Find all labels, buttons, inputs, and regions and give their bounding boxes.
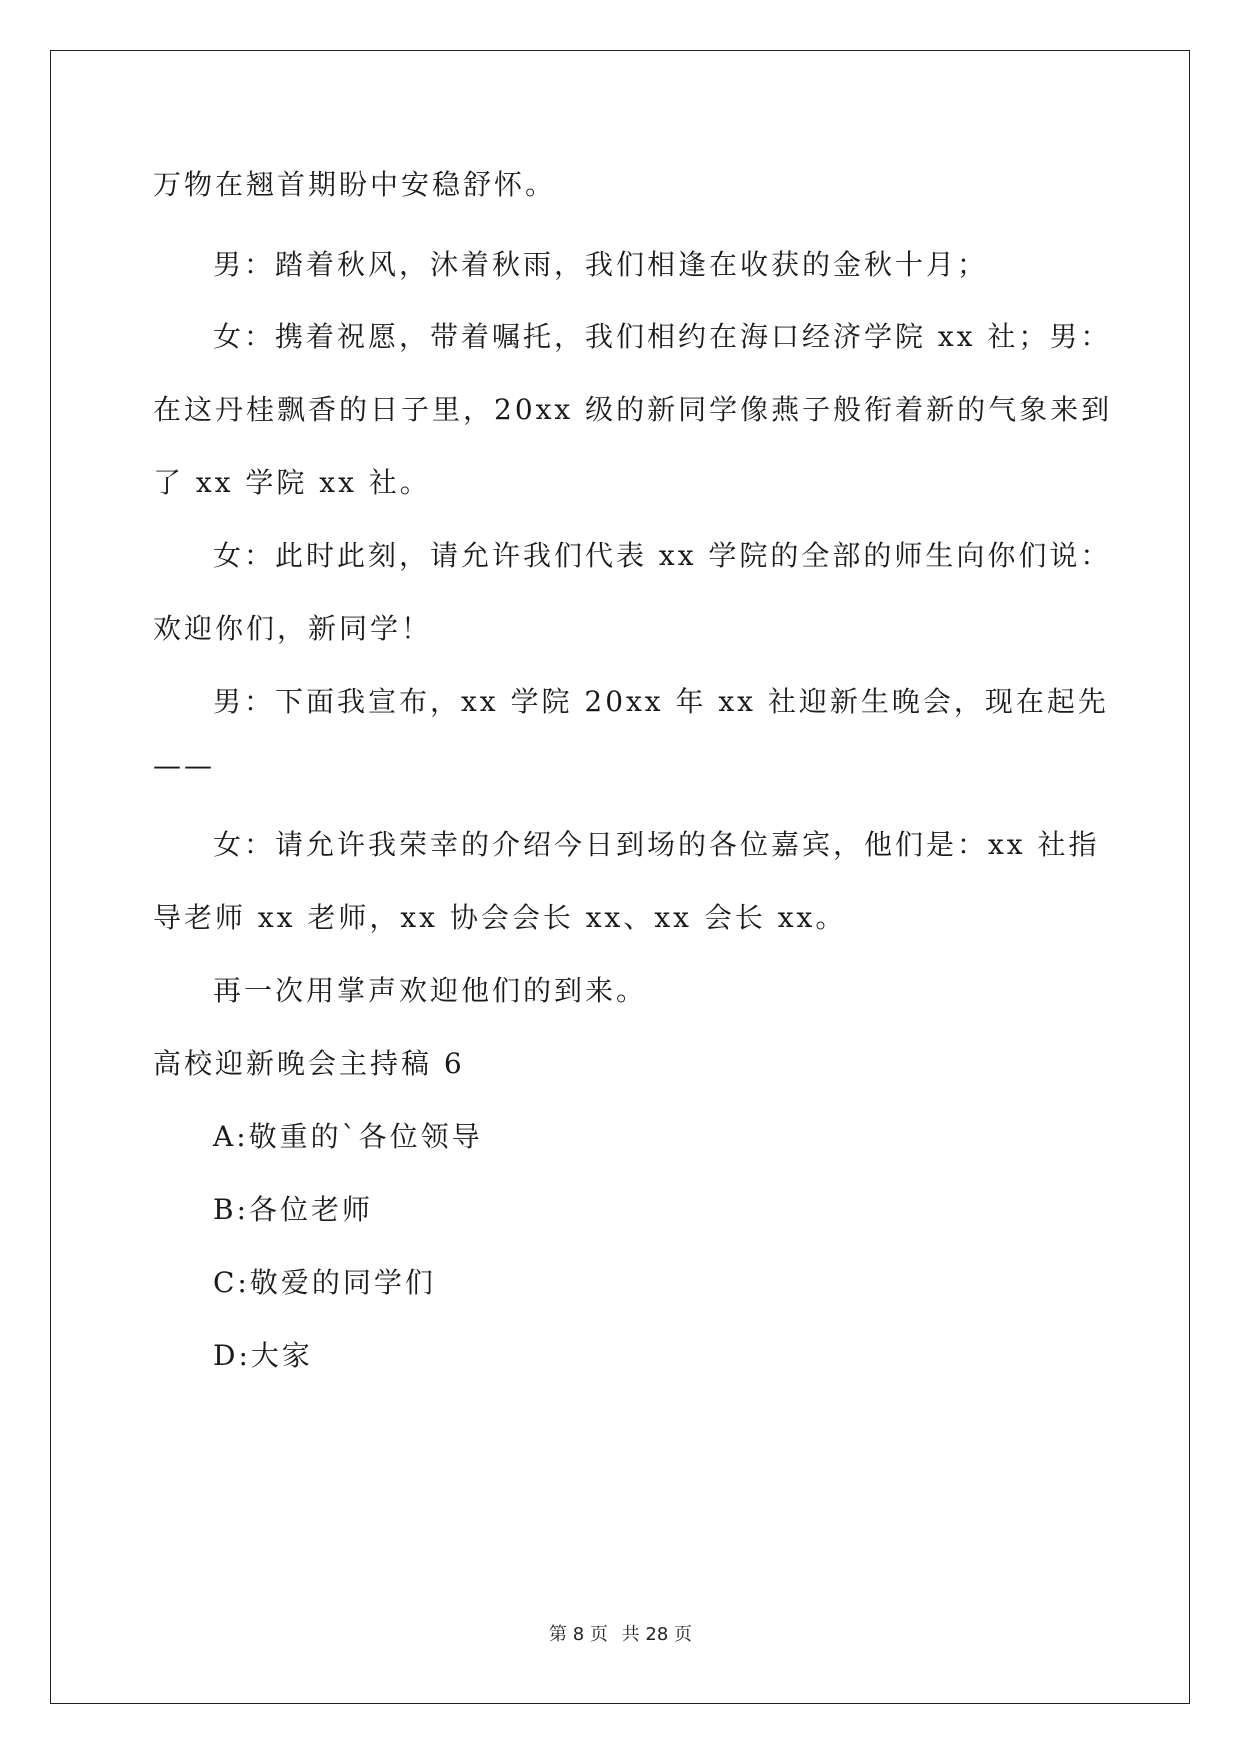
- text-line: 在这丹桂飘香的日子里，20xx 级的新同学像燕子般衔着新的气象来到: [153, 393, 1113, 426]
- text-line: A:敬重的`各位领导: [213, 1120, 483, 1153]
- page-total: 共 28 页: [621, 1624, 692, 1645]
- page-footer: [0, 1620, 1241, 1646]
- text-line: 万物在翘首期盼中安稳舒怀。: [153, 168, 557, 201]
- text-line: 女：携着祝愿，带着嘱托，我们相约在海口经济学院 xx 社；男：: [213, 320, 1112, 353]
- section-heading: 高校迎新晚会主持稿 6: [153, 1047, 465, 1080]
- text-line: 男：下面我宣布，xx 学院 20xx 年 xx 社迎新生晚会，现在起先: [213, 685, 1109, 718]
- text-line: 导老师 xx 老师，xx 协会会长 xx、xx 会长 xx。: [153, 901, 847, 934]
- text-line: ——: [153, 749, 215, 782]
- text-line: C:敬爱的同学们: [213, 1266, 436, 1299]
- text-line: 欢迎你们，新同学！: [153, 612, 433, 645]
- text-line: 男：踏着秋风，沐着秋雨，我们相逢在收获的金秋十月；: [213, 248, 989, 281]
- page-border: [50, 50, 1190, 1704]
- text-line: 了 xx 学院 xx 社。: [153, 466, 431, 499]
- text-line: 女：请允许我荣幸的介绍今日到场的各位嘉宾，他们是：xx 社指: [213, 828, 1100, 861]
- text-line: B:各位老师: [213, 1193, 374, 1226]
- page-number: 第 8 页: [549, 1624, 608, 1645]
- text-line: D:大家: [213, 1339, 313, 1372]
- text-line: 再一次用掌声欢迎他们的到来。: [213, 974, 648, 1007]
- text-line: 女：此时此刻，请允许我们代表 xx 学院的全部的师生向你们说：: [213, 539, 1112, 572]
